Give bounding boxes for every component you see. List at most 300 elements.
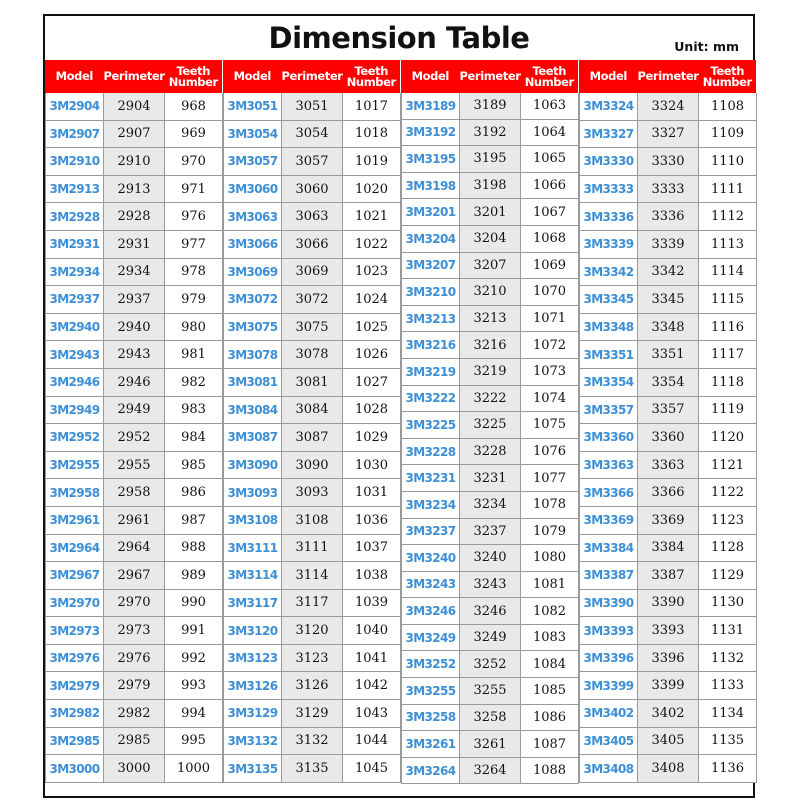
perimeter-cell: 3399 — [638, 672, 699, 700]
model-cell: 3M2949 — [45, 397, 104, 425]
teeth-number-cell: 1087 — [521, 731, 579, 758]
table-row — [579, 286, 757, 314]
teeth-number-cell: 992 — [165, 645, 223, 673]
model-cell: 3M2985 — [45, 728, 104, 756]
teeth-number-cell: 1021 — [343, 203, 401, 231]
model-cell: 3M2964 — [45, 535, 104, 563]
model-cell: 3M3204 — [401, 226, 460, 253]
table-row — [223, 341, 401, 369]
table-group — [45, 60, 223, 783]
table-row — [223, 176, 401, 204]
teeth-number-cell: 1075 — [521, 412, 579, 439]
perimeter-cell: 2940 — [104, 314, 165, 342]
header-row — [579, 60, 757, 93]
table-row — [45, 617, 223, 645]
teeth-number-cell: 1065 — [521, 146, 579, 173]
model-cell: 3M2940 — [45, 314, 104, 342]
model-cell: 3M3060 — [223, 176, 282, 204]
perimeter-cell: 3126 — [282, 672, 343, 700]
perimeter-cell: 3264 — [460, 758, 521, 785]
header-model: Model — [233, 69, 271, 83]
perimeter-cell: 3201 — [460, 199, 521, 226]
table-row — [45, 755, 223, 783]
table-row — [579, 148, 757, 176]
teeth-number-cell: 990 — [165, 590, 223, 618]
perimeter-cell: 3333 — [638, 176, 699, 204]
perimeter-cell: 3060 — [282, 176, 343, 204]
perimeter-cell: 3189 — [460, 93, 521, 120]
perimeter-cell: 3114 — [282, 562, 343, 590]
perimeter-cell: 3129 — [282, 700, 343, 728]
teeth-number-cell: 988 — [165, 535, 223, 563]
table-row — [45, 176, 223, 204]
table-row — [223, 479, 401, 507]
perimeter-cell: 2946 — [104, 369, 165, 397]
perimeter-cell: 3369 — [638, 507, 699, 535]
table-row — [223, 700, 401, 728]
table-row — [223, 617, 401, 645]
perimeter-cell: 3408 — [638, 755, 699, 783]
model-cell: 3M3114 — [223, 562, 282, 590]
model-cell: 3M3396 — [579, 645, 638, 673]
perimeter-cell: 3363 — [638, 452, 699, 480]
table-row — [45, 121, 223, 149]
teeth-number-cell: 1077 — [521, 465, 579, 492]
perimeter-cell: 3240 — [460, 545, 521, 572]
table-row — [45, 728, 223, 756]
header-teeth-number: Teeth Number — [524, 63, 574, 89]
teeth-number-cell: 1119 — [699, 397, 757, 425]
table-row — [579, 755, 757, 783]
model-cell: 3M3201 — [401, 199, 460, 226]
table-row — [579, 507, 757, 535]
model-cell: 3M2928 — [45, 203, 104, 231]
perimeter-cell: 2955 — [104, 452, 165, 480]
teeth-number-cell: 1070 — [521, 279, 579, 306]
perimeter-cell: 3384 — [638, 535, 699, 563]
table-row — [401, 572, 579, 599]
teeth-number-cell: 1072 — [521, 332, 579, 359]
model-cell: 3M2955 — [45, 452, 104, 480]
table-row — [401, 386, 579, 413]
model-cell: 3M3261 — [401, 731, 460, 758]
table-row — [401, 519, 579, 546]
table-row — [223, 314, 401, 342]
table-row — [401, 412, 579, 439]
table-row — [579, 176, 757, 204]
model-cell: 3M3108 — [223, 507, 282, 535]
table-row — [579, 424, 757, 452]
table-group — [401, 60, 579, 784]
model-cell: 3M3255 — [401, 678, 460, 705]
perimeter-cell: 3360 — [638, 424, 699, 452]
teeth-number-cell: 1085 — [521, 678, 579, 705]
perimeter-cell: 2979 — [104, 672, 165, 700]
teeth-number-cell: 1068 — [521, 226, 579, 253]
teeth-number-cell: 995 — [165, 728, 223, 756]
perimeter-cell: 3366 — [638, 479, 699, 507]
model-cell: 3M3126 — [223, 672, 282, 700]
teeth-number-cell: 979 — [165, 286, 223, 314]
perimeter-cell: 3252 — [460, 651, 521, 678]
model-cell: 3M3384 — [579, 535, 638, 563]
table-row — [579, 479, 757, 507]
table-row — [579, 452, 757, 480]
perimeter-cell: 3231 — [460, 465, 521, 492]
table-row — [45, 231, 223, 259]
table-row — [401, 545, 579, 572]
teeth-number-cell: 1073 — [521, 359, 579, 386]
teeth-number-cell: 989 — [165, 562, 223, 590]
table-row — [223, 424, 401, 452]
teeth-number-cell: 1120 — [699, 424, 757, 452]
teeth-number-cell: 987 — [165, 507, 223, 535]
table-row — [45, 286, 223, 314]
teeth-number-cell: 968 — [165, 93, 223, 121]
teeth-number-cell: 1044 — [343, 728, 401, 756]
dimension-table-sheet — [43, 14, 755, 798]
model-cell: 3M2952 — [45, 424, 104, 452]
teeth-number-cell: 1039 — [343, 590, 401, 618]
table-row — [45, 672, 223, 700]
model-cell: 3M3327 — [579, 121, 638, 149]
model-cell: 3M3081 — [223, 369, 282, 397]
model-cell: 3M3090 — [223, 452, 282, 480]
teeth-number-cell: 1088 — [521, 758, 579, 785]
header-model: Model — [55, 69, 93, 83]
perimeter-cell: 3123 — [282, 645, 343, 673]
teeth-number-cell: 971 — [165, 176, 223, 204]
perimeter-cell: 3222 — [460, 386, 521, 413]
title-bar — [45, 16, 753, 62]
model-cell: 3M2937 — [45, 286, 104, 314]
perimeter-cell: 3351 — [638, 341, 699, 369]
model-cell: 3M3249 — [401, 625, 460, 652]
table-row — [401, 173, 579, 200]
table-row — [579, 700, 757, 728]
model-cell: 3M2958 — [45, 479, 104, 507]
perimeter-cell: 3192 — [460, 120, 521, 147]
table-row — [401, 492, 579, 519]
table-row — [45, 590, 223, 618]
perimeter-cell: 3258 — [460, 705, 521, 732]
table-row — [223, 507, 401, 535]
perimeter-cell: 2982 — [104, 700, 165, 728]
perimeter-cell: 3354 — [638, 369, 699, 397]
table-row — [579, 121, 757, 149]
model-cell: 3M3087 — [223, 424, 282, 452]
model-cell: 3M2979 — [45, 672, 104, 700]
teeth-number-cell: 976 — [165, 203, 223, 231]
model-cell: 3M3066 — [223, 231, 282, 259]
table-row — [579, 645, 757, 673]
teeth-number-cell: 1080 — [521, 545, 579, 572]
perimeter-cell: 2964 — [104, 535, 165, 563]
model-cell: 3M2982 — [45, 700, 104, 728]
perimeter-cell: 3402 — [638, 700, 699, 728]
table-row — [401, 678, 579, 705]
model-cell: 3M3234 — [401, 492, 460, 519]
table-row — [45, 259, 223, 287]
perimeter-cell: 3081 — [282, 369, 343, 397]
perimeter-cell: 3225 — [460, 412, 521, 439]
perimeter-cell: 3246 — [460, 598, 521, 625]
perimeter-cell: 3237 — [460, 519, 521, 546]
teeth-number-cell: 1133 — [699, 672, 757, 700]
table-row — [45, 645, 223, 673]
model-cell: 3M3195 — [401, 146, 460, 173]
table-group — [579, 60, 757, 783]
teeth-number-cell: 1135 — [699, 728, 757, 756]
header-row — [45, 60, 223, 93]
model-cell: 3M3219 — [401, 359, 460, 386]
model-cell: 3M3330 — [579, 148, 638, 176]
teeth-number-cell: 978 — [165, 259, 223, 287]
table-row — [401, 359, 579, 386]
model-cell: 3M3243 — [401, 572, 460, 599]
teeth-number-cell: 1028 — [343, 397, 401, 425]
perimeter-cell: 3078 — [282, 341, 343, 369]
model-cell: 3M3123 — [223, 645, 282, 673]
model-cell: 3M3393 — [579, 617, 638, 645]
header-teeth-number: Teeth Number — [346, 63, 396, 89]
table-row — [223, 562, 401, 590]
perimeter-cell: 2934 — [104, 259, 165, 287]
perimeter-cell: 3135 — [282, 755, 343, 783]
model-cell: 3M3120 — [223, 617, 282, 645]
model-cell: 3M3225 — [401, 412, 460, 439]
model-cell: 3M2934 — [45, 259, 104, 287]
model-cell: 3M3348 — [579, 314, 638, 342]
teeth-number-cell: 1086 — [521, 705, 579, 732]
teeth-number-cell: 1122 — [699, 479, 757, 507]
model-cell: 3M3228 — [401, 439, 460, 466]
teeth-number-cell: 1036 — [343, 507, 401, 535]
perimeter-cell: 3063 — [282, 203, 343, 231]
table-row — [45, 341, 223, 369]
header-perimeter: Perimeter — [637, 69, 699, 83]
perimeter-cell: 3234 — [460, 492, 521, 519]
teeth-number-cell: 1029 — [343, 424, 401, 452]
model-cell: 3M2904 — [45, 93, 104, 121]
perimeter-cell: 2985 — [104, 728, 165, 756]
table-row — [45, 507, 223, 535]
teeth-number-cell: 1025 — [343, 314, 401, 342]
teeth-number-cell: 1083 — [521, 625, 579, 652]
table-row — [401, 598, 579, 625]
table-row — [401, 465, 579, 492]
table-row — [401, 279, 579, 306]
table-row — [401, 731, 579, 758]
perimeter-cell: 3327 — [638, 121, 699, 149]
perimeter-cell: 2904 — [104, 93, 165, 121]
teeth-number-cell: 1026 — [343, 341, 401, 369]
perimeter-cell: 2928 — [104, 203, 165, 231]
teeth-number-cell: 1027 — [343, 369, 401, 397]
model-cell: 3M3402 — [579, 700, 638, 728]
perimeter-cell: 3054 — [282, 121, 343, 149]
model-cell: 3M3216 — [401, 332, 460, 359]
model-cell: 3M3084 — [223, 397, 282, 425]
model-cell: 3M3111 — [223, 535, 282, 563]
model-cell: 3M3357 — [579, 397, 638, 425]
table-row — [45, 148, 223, 176]
model-cell: 3M3078 — [223, 341, 282, 369]
model-cell: 3M3231 — [401, 465, 460, 492]
model-cell: 3M3324 — [579, 93, 638, 121]
perimeter-cell: 3348 — [638, 314, 699, 342]
table-row — [579, 728, 757, 756]
model-cell: 3M3237 — [401, 519, 460, 546]
teeth-number-cell: 1022 — [343, 231, 401, 259]
table-row — [45, 369, 223, 397]
teeth-number-cell: 983 — [165, 397, 223, 425]
teeth-number-cell: 981 — [165, 341, 223, 369]
teeth-number-cell: 1129 — [699, 562, 757, 590]
model-cell: 3M3000 — [45, 755, 104, 783]
table-row — [579, 341, 757, 369]
teeth-number-cell: 982 — [165, 369, 223, 397]
perimeter-cell: 2958 — [104, 479, 165, 507]
perimeter-cell: 2949 — [104, 397, 165, 425]
model-cell: 3M3360 — [579, 424, 638, 452]
table-row — [579, 314, 757, 342]
perimeter-cell: 3000 — [104, 755, 165, 783]
header-perimeter: Perimeter — [281, 69, 343, 83]
perimeter-cell: 2937 — [104, 286, 165, 314]
teeth-number-cell: 1123 — [699, 507, 757, 535]
perimeter-cell: 3387 — [638, 562, 699, 590]
perimeter-cell: 3207 — [460, 253, 521, 280]
teeth-number-cell: 1121 — [699, 452, 757, 480]
perimeter-cell: 3204 — [460, 226, 521, 253]
perimeter-cell: 3243 — [460, 572, 521, 599]
teeth-number-cell: 1108 — [699, 93, 757, 121]
perimeter-cell: 3339 — [638, 231, 699, 259]
perimeter-cell: 2961 — [104, 507, 165, 535]
table-row — [223, 535, 401, 563]
teeth-number-cell: 1069 — [521, 253, 579, 280]
table-row — [401, 226, 579, 253]
perimeter-cell: 2913 — [104, 176, 165, 204]
header-model: Model — [411, 69, 449, 83]
teeth-number-cell: 1037 — [343, 535, 401, 563]
teeth-number-cell: 1045 — [343, 755, 401, 783]
perimeter-cell: 3087 — [282, 424, 343, 452]
teeth-number-cell: 1084 — [521, 651, 579, 678]
teeth-number-cell: 1078 — [521, 492, 579, 519]
table-row — [45, 479, 223, 507]
header-teeth-number: Teeth Number — [168, 63, 218, 89]
teeth-number-cell: 1043 — [343, 700, 401, 728]
perimeter-cell: 3117 — [282, 590, 343, 618]
perimeter-cell: 3069 — [282, 259, 343, 287]
table-group — [223, 60, 401, 783]
perimeter-cell: 2952 — [104, 424, 165, 452]
table-row — [401, 439, 579, 466]
perimeter-cell: 3111 — [282, 535, 343, 563]
teeth-number-cell: 1076 — [521, 439, 579, 466]
table-row — [45, 562, 223, 590]
model-cell: 3M2910 — [45, 148, 104, 176]
perimeter-cell: 3090 — [282, 452, 343, 480]
perimeter-cell: 3093 — [282, 479, 343, 507]
teeth-number-cell: 1042 — [343, 672, 401, 700]
header-row — [401, 60, 579, 93]
teeth-number-cell: 1023 — [343, 259, 401, 287]
perimeter-cell: 3120 — [282, 617, 343, 645]
teeth-number-cell: 1110 — [699, 148, 757, 176]
teeth-number-cell: 1066 — [521, 173, 579, 200]
table-row — [401, 199, 579, 226]
model-cell: 3M3387 — [579, 562, 638, 590]
perimeter-cell: 3228 — [460, 439, 521, 466]
model-cell: 3M3336 — [579, 203, 638, 231]
perimeter-cell: 2943 — [104, 341, 165, 369]
perimeter-cell: 3390 — [638, 590, 699, 618]
teeth-number-cell: 1109 — [699, 121, 757, 149]
table-row — [223, 590, 401, 618]
model-cell: 3M3093 — [223, 479, 282, 507]
perimeter-cell: 3393 — [638, 617, 699, 645]
model-cell: 3M2943 — [45, 341, 104, 369]
teeth-number-cell: 1117 — [699, 341, 757, 369]
perimeter-cell: 3066 — [282, 231, 343, 259]
header-teeth-number: Teeth Number — [702, 63, 752, 89]
table-row — [401, 253, 579, 280]
table-row — [223, 645, 401, 673]
model-cell: 3M3069 — [223, 259, 282, 287]
perimeter-cell: 3255 — [460, 678, 521, 705]
model-cell: 3M3399 — [579, 672, 638, 700]
model-cell: 3M2913 — [45, 176, 104, 204]
teeth-number-cell: 984 — [165, 424, 223, 452]
perimeter-cell: 3084 — [282, 397, 343, 425]
perimeter-cell: 3075 — [282, 314, 343, 342]
header-model: Model — [589, 69, 627, 83]
model-cell: 3M3354 — [579, 369, 638, 397]
model-cell: 3M3051 — [223, 93, 282, 121]
teeth-number-cell: 1020 — [343, 176, 401, 204]
table-row — [579, 535, 757, 563]
teeth-number-cell: 977 — [165, 231, 223, 259]
model-cell: 3M2973 — [45, 617, 104, 645]
teeth-number-cell: 1040 — [343, 617, 401, 645]
table-row — [401, 705, 579, 732]
model-cell: 3M3222 — [401, 386, 460, 413]
perimeter-cell: 3405 — [638, 728, 699, 756]
teeth-number-cell: 993 — [165, 672, 223, 700]
teeth-number-cell: 1128 — [699, 535, 757, 563]
teeth-number-cell: 994 — [165, 700, 223, 728]
table-row — [579, 397, 757, 425]
model-cell: 3M3192 — [401, 120, 460, 147]
teeth-number-cell: 1113 — [699, 231, 757, 259]
teeth-number-cell: 986 — [165, 479, 223, 507]
perimeter-cell: 3249 — [460, 625, 521, 652]
teeth-number-cell: 1038 — [343, 562, 401, 590]
table-row — [223, 121, 401, 149]
perimeter-cell: 3345 — [638, 286, 699, 314]
model-cell: 3M2976 — [45, 645, 104, 673]
header-row — [223, 60, 401, 93]
perimeter-cell: 2970 — [104, 590, 165, 618]
teeth-number-cell: 1067 — [521, 199, 579, 226]
teeth-number-cell: 1064 — [521, 120, 579, 147]
teeth-number-cell: 1112 — [699, 203, 757, 231]
model-cell: 3M3213 — [401, 306, 460, 333]
teeth-number-cell: 980 — [165, 314, 223, 342]
